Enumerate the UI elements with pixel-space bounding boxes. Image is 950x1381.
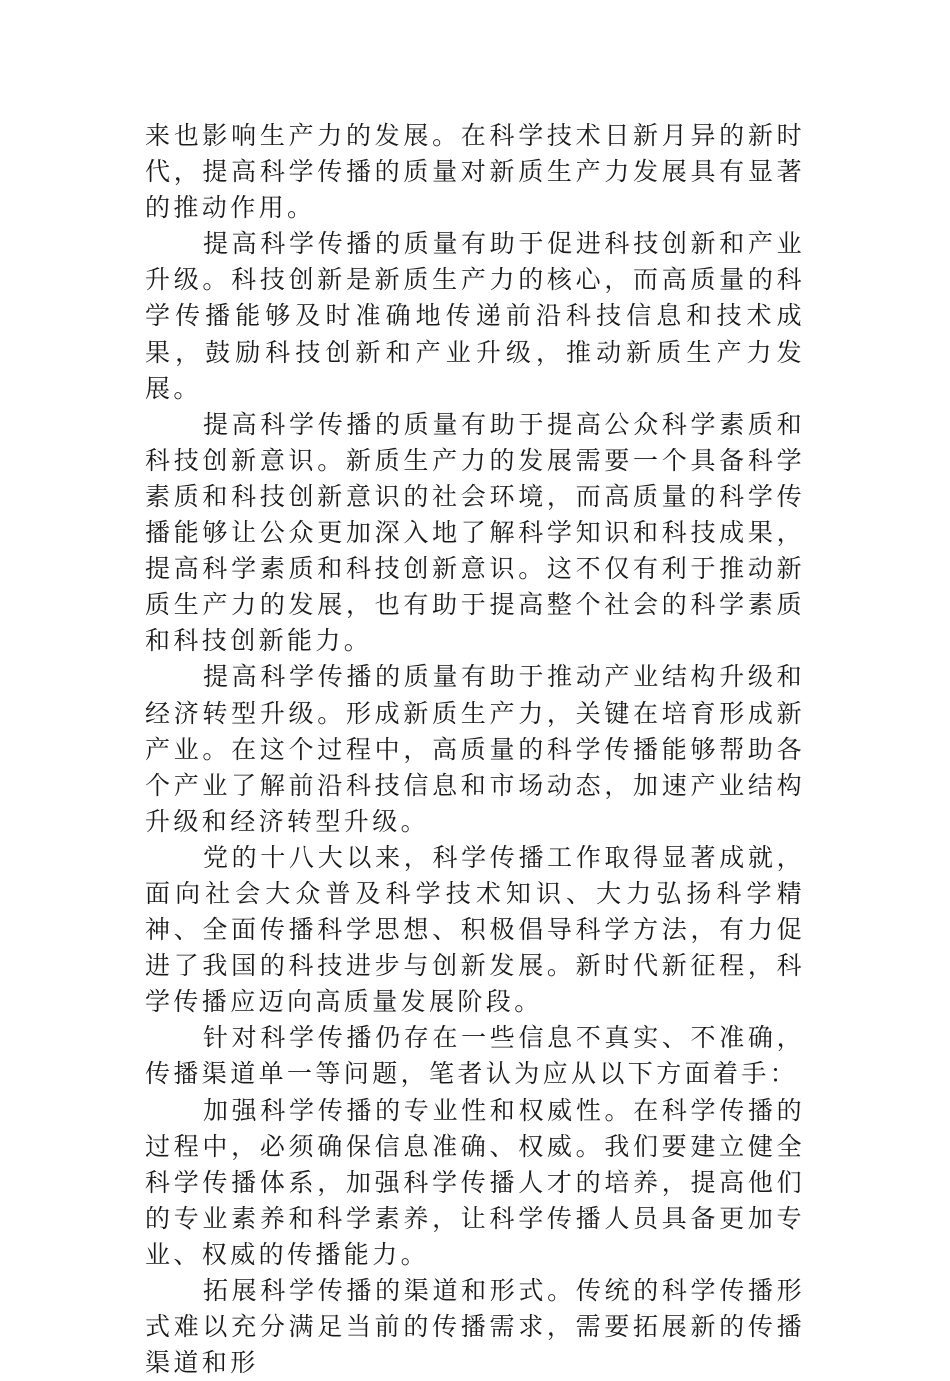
paragraph-6: 针对科学传播仍存在一些信息不真实、不准确，传播渠道单一等问题，笔者认为应从以下方面着手：	[145, 1023, 805, 1089]
paragraph-8: 拓展科学传播的渠道和形式。传统的科学传播形式难以充分满足当前的传播需求，需要拓展新的传播渠道和形	[145, 1276, 805, 1378]
paragraph-2: 提高科学传播的质量有助于促进科技创新和产业升级。科技创新是新质生产力的核心，而高质量的科学传播能够及时准确地传递前沿科技信息和技术成果，鼓励科技创新和产业升级，推动新质生产力发展。	[145, 229, 805, 403]
document-body	[145, 118, 805, 1381]
paragraph-1: 来也影响生产力的发展。在科学技术日新月异的新时代，提高科学传播的质量对新质生产力发展具有显著的推动作用。	[145, 121, 805, 223]
paragraph-7: 加强科学传播的专业性和权威性。在科学传播的过程中，必须确保信息准确、权威。我们要建立健全科学传播体系，加强科学传播人才的培养，提高他们的专业素养和科学素养，让科学传播人员具备更加专业、权威的传播能力。	[145, 1095, 805, 1269]
paragraph-5: 党的十八大以来，科学传播工作取得显著成就，面向社会大众普及科学技术知识、大力弘扬科学精神、全面传播科学思想、积极倡导科学方法，有力促进了我国的科技进步与创新发展。新时代新征程，科学传播应迈向高质量发展阶段。	[145, 842, 805, 1017]
paragraph-4: 提高科学传播的质量有助于推动产业结构升级和经济转型升级。形成新质生产力，关键在培育形成新产业。在这个过程中，高质量的科学传播能够帮助各个产业了解前沿科技信息和市场动态，加速产业结构升级和经济转型升级。	[145, 662, 805, 836]
paragraph-3: 提高科学传播的质量有助于提高公众科学素质和科技创新意识。新质生产力的发展需要一个具备科学素质和科技创新意识的社会环境，而高质量的科学传播能够让公众更加深入地了解科学知识和科技成果，提高科学素质和科技创新意识。这不仅有利于推动新质生产力的发展，也有助于提高整个社会的科学素质和科技创新能力。	[145, 409, 805, 656]
